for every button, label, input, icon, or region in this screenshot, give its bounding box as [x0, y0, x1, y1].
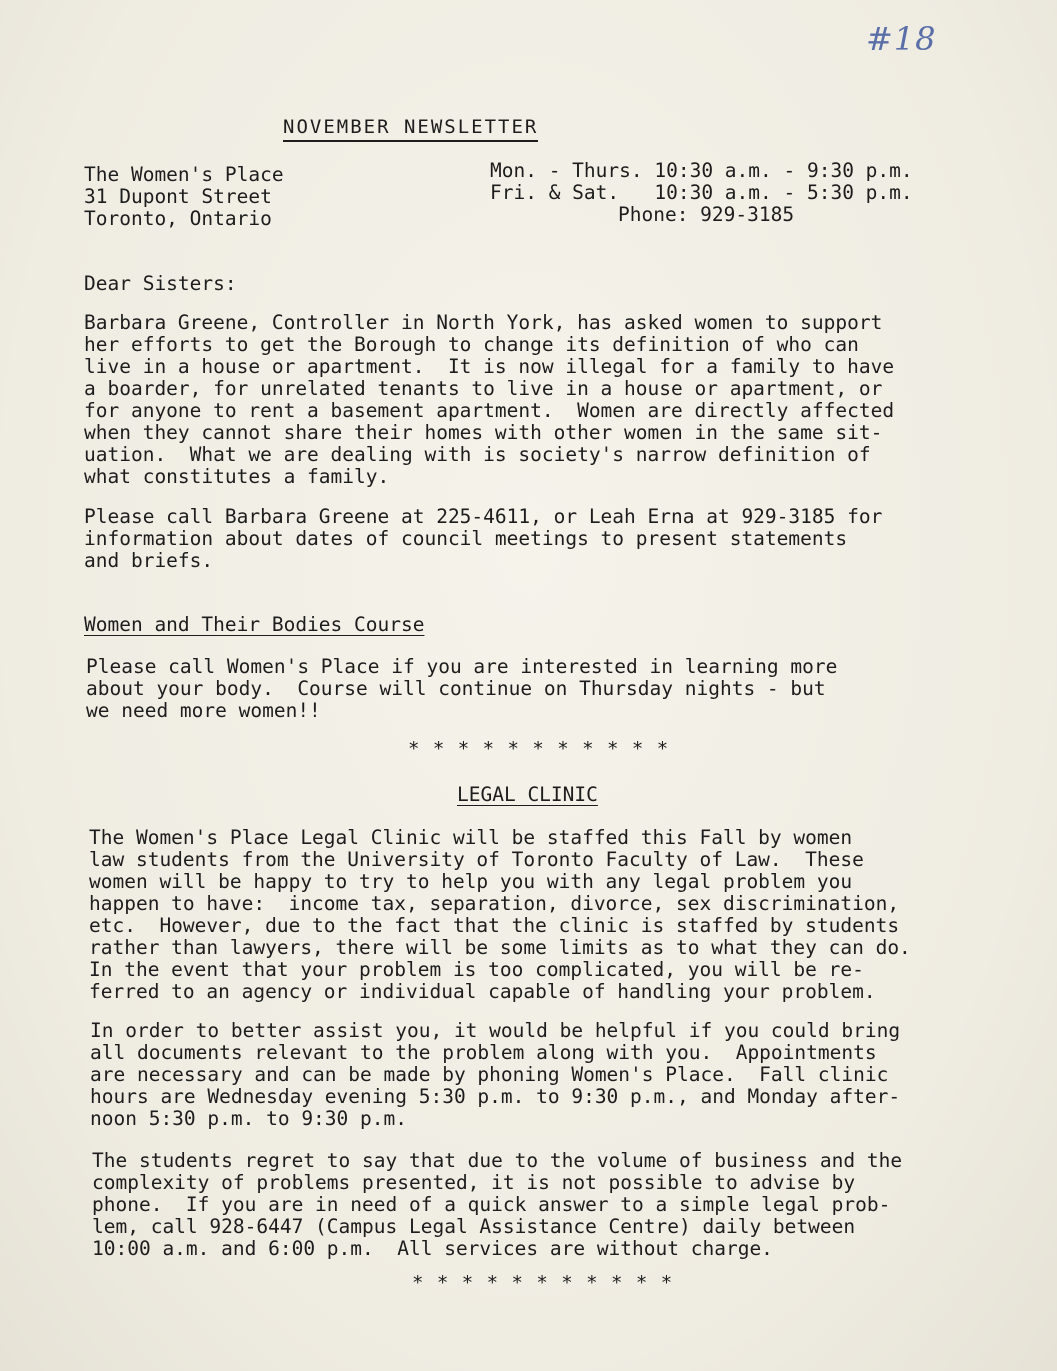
- para2-line: information about dates of council meetings to present statements: [84, 527, 848, 550]
- legal-para1-line: ferred to an agency or individual capable of handling your problem.: [89, 980, 876, 1003]
- legal-para3-line: The students regret to say that due to the volume of business and the: [92, 1149, 903, 1172]
- course-line: about your body. Course will continue on Thursday nights - but: [86, 677, 826, 700]
- para1-line: her efforts to get the Borough to change its definition of who can: [84, 333, 859, 356]
- hours-line: Mon. - Thurs. 10:30 a.m. - 9:30 p.m.: [490, 159, 913, 182]
- address-line: Toronto, Ontario: [84, 207, 272, 230]
- legal-para1-line: law students from the University of Toronto Faculty of Law. These: [89, 848, 864, 871]
- para1-line: live in a house or apartment. It is now illegal for a family to have: [84, 355, 895, 378]
- legal-para2-line: hours are Wednesday evening 5:30 p.m. to 9:30 p.m., and Monday after-: [90, 1085, 901, 1108]
- course-line: Please call Women's Place if you are interested in learning more: [86, 655, 838, 678]
- legal-para1-line: happen to have: income tax, separation, divorce, sex discrimination,: [89, 892, 900, 915]
- para1-line: a boarder, for unrelated tenants to live in a house or apartment, or: [84, 377, 883, 400]
- phone-line: Phone: 929-3185: [618, 203, 795, 226]
- separator-stars: * * * * * * * * * * *: [408, 738, 670, 760]
- handwritten-page-number: #18: [866, 20, 937, 58]
- para2-line: Please call Barbara Greene at 225-4611, or Leah Erna at 929-3185 for: [84, 505, 883, 528]
- legal-para3-line: 10:00 a.m. and 6:00 p.m. All services are without charge.: [92, 1237, 773, 1260]
- legal-para3-line: complexity of problems presented, it is not possible to advise by: [92, 1171, 856, 1194]
- legal-para2-line: In order to better assist you, it would be helpful if you could bring: [90, 1019, 901, 1042]
- newsletter-title: NOVEMBER NEWSLETTER: [283, 116, 538, 142]
- legal-para3-line: phone. If you are in need of a quick answer to a simple legal prob-: [92, 1193, 891, 1216]
- legal-para1-line: women will be happy to try to help you with any legal problem you: [89, 870, 853, 893]
- legal-para3-line: lem, call 928-6447 (Campus Legal Assistance Centre) daily between: [92, 1215, 856, 1238]
- para2-line: and briefs.: [84, 549, 214, 572]
- para1-line: uation. What we are dealing with is society's narrow definition of: [84, 443, 871, 466]
- para1-line: for anyone to rent a basement apartment. Women are directly affected: [84, 399, 895, 422]
- hours-line: Fri. & Sat. 10:30 a.m. - 5:30 p.m.: [490, 181, 913, 204]
- legal-para1-line: The Women's Place Legal Clinic will be staffed this Fall by women: [89, 826, 853, 849]
- legal-para1-line: In the event that your problem is too complicated, you will be re-: [89, 958, 864, 981]
- separator-stars-bottom: * * * * * * * * * * *: [412, 1272, 674, 1294]
- para1-line: Barbara Greene, Controller in North York, has asked women to support: [84, 311, 883, 334]
- course-line: we need more women!!: [86, 699, 321, 722]
- legal-para2-line: all documents relevant to the problem along with you. Appointments: [90, 1041, 877, 1064]
- legal-heading: LEGAL CLINIC: [457, 783, 598, 806]
- legal-para1-line: etc. However, due to the fact that the clinic is staffed by students: [89, 914, 900, 937]
- course-heading: Women and Their Bodies Course: [84, 613, 425, 636]
- para1-line: when they cannot share their homes with other women in the same sit-: [84, 421, 883, 444]
- legal-para2-line: are necessary and can be made by phoning Women's Place. Fall clinic: [90, 1063, 889, 1086]
- address-line: The Women's Place: [84, 163, 284, 186]
- para1-line: what constitutes a family.: [84, 465, 390, 488]
- legal-para2-line: noon 5:30 p.m. to 9:30 p.m.: [90, 1107, 407, 1130]
- salutation: Dear Sisters:: [84, 272, 237, 295]
- address-line: 31 Dupont Street: [84, 185, 272, 208]
- legal-para1-line: rather than lawyers, there will be some limits as to what they can do.: [89, 936, 911, 959]
